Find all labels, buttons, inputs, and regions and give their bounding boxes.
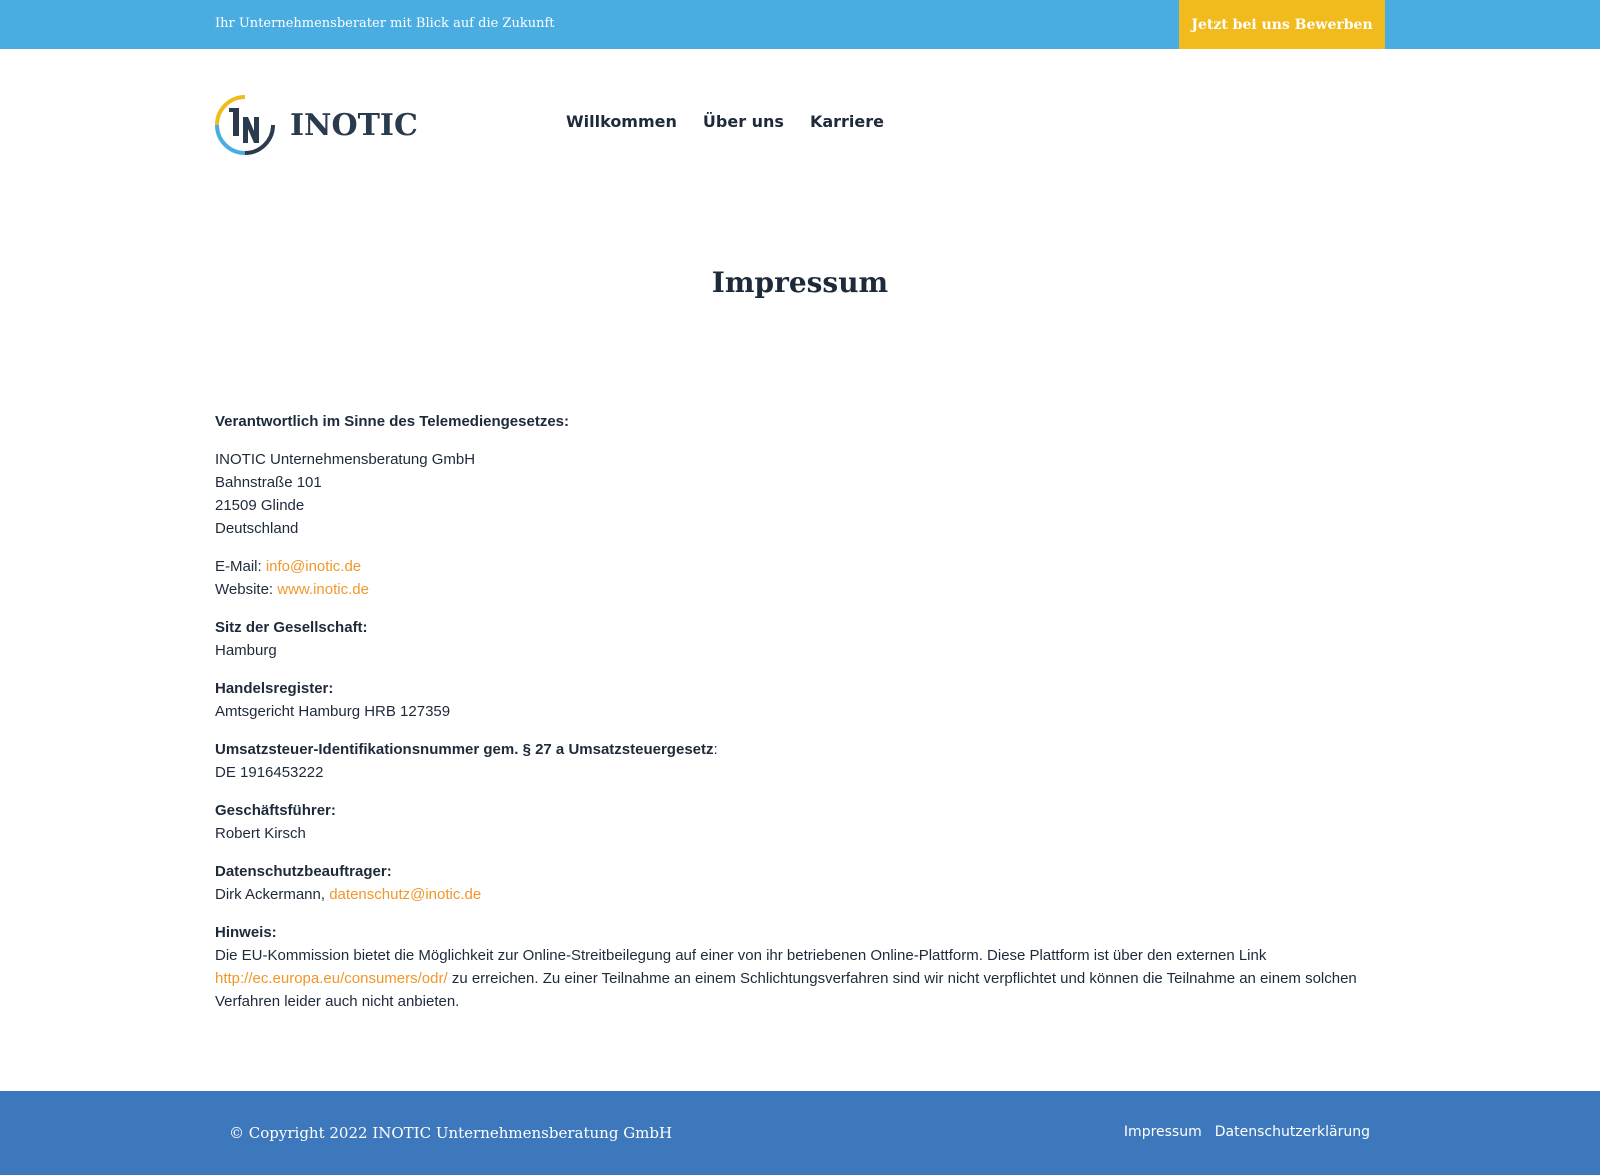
country: Deutschland xyxy=(215,520,299,537)
note-text-1: Die EU-Kommission bietet die Möglichkeit zur Online-Streitbeilegung auf einer von ihr betriebenen Online-Plattform. Diese Plattform ist über den externen Link xyxy=(215,947,1267,964)
footer xyxy=(0,1091,1600,1175)
main-nav xyxy=(566,112,884,131)
website-label: Website: xyxy=(215,581,274,598)
ceo-value: Robert Kirsch xyxy=(215,825,306,842)
register-label: Handelsregister: xyxy=(215,680,334,697)
city: 21509 Glinde xyxy=(215,497,305,514)
tagline: Ihr Unternehmensberater mit Blick auf die Zukunft xyxy=(215,16,555,31)
responsible-label: Verantwortlich im Sinne des Telemediengesetzes: xyxy=(215,413,570,430)
footer-link-datenschutz[interactable]: Datenschutzerklärung xyxy=(1214,1124,1370,1140)
vat-label: Umsatzsteuer-Identifikationsnummer gem. § 27 a Umsatzsteuergesetz xyxy=(215,741,714,758)
page-title: Impressum xyxy=(711,266,889,299)
impressum-content xyxy=(215,410,1365,1028)
email-label: E-Mail: xyxy=(215,558,262,575)
register-value: Amtsgericht Hamburg HRB 127359 xyxy=(215,703,451,720)
note-text-2: zu erreichen. Zu einer Teilnahme an einem Schlichtungsverfahren sind wir nicht verpflichtet und können die Teilnahme an einem solchen Verfahren leider auch nicht anbieten. xyxy=(215,970,1357,1010)
vat-colon: : xyxy=(713,741,718,758)
copyright: © Copyright 2022 INOTIC Unternehmensberatung GmbH xyxy=(229,1124,673,1142)
seat-value: Hamburg xyxy=(215,642,277,659)
company-name: INOTIC Unternehmensberatung GmbH xyxy=(215,451,476,468)
seat-label: Sitz der Gesellschaft: xyxy=(215,619,368,636)
nav-item-willkommen[interactable]: Willkommen xyxy=(566,112,677,131)
dpo-label: Datenschutzbeauftrager: xyxy=(215,863,392,880)
logo[interactable] xyxy=(213,93,418,157)
street: Bahnstraße 101 xyxy=(215,474,322,491)
in-circle-logo-icon xyxy=(213,93,277,157)
odr-link[interactable]: http://ec.europa.eu/consumers/odr/ xyxy=(215,970,448,987)
dpo-email-link[interactable]: datenschutz@inotic.de xyxy=(329,886,482,903)
top-bar xyxy=(0,0,1600,49)
apply-button[interactable]: Jetzt bei uns Bewerben xyxy=(1179,0,1385,49)
nav-item-karriere[interactable]: Karriere xyxy=(809,112,885,131)
note-label: Hinweis: xyxy=(215,924,277,941)
footer-links xyxy=(1124,1124,1370,1140)
logo-text: INOTIC xyxy=(290,107,418,143)
footer-link-impressum[interactable]: Impressum xyxy=(1123,1124,1202,1140)
ceo-label: Geschäftsführer: xyxy=(215,802,336,819)
nav-item-ueber-uns[interactable]: Über uns xyxy=(702,112,784,131)
website-link[interactable]: www.inotic.de xyxy=(277,581,369,598)
dpo-name: Dirk Ackermann, xyxy=(215,886,326,903)
vat-value: DE 1916453222 xyxy=(215,764,324,781)
email-link[interactable]: info@inotic.de xyxy=(265,558,362,575)
